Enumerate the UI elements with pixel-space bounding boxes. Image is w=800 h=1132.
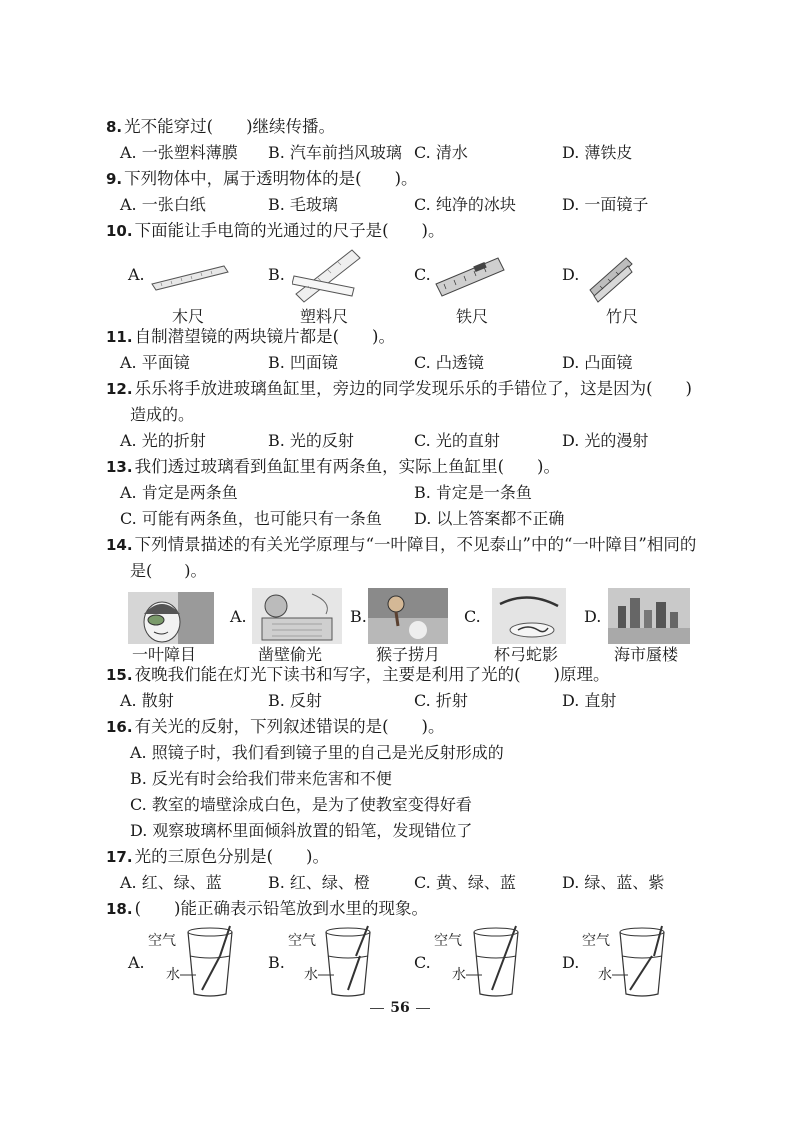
question-15: [106, 664, 609, 686]
picture-caption: 一叶障目: [132, 645, 197, 664]
option-b[interactable]: B. 汽车前挡风玻璃: [268, 143, 402, 162]
cup-pencil-c-diagram: [466, 924, 526, 1000]
ruler-caption: 木尺: [172, 307, 205, 326]
page-number: [0, 1000, 800, 1016]
question-text: 夜晚我们能在灯光下读书和写字，主要是利用了光的( )原理。: [134, 665, 610, 684]
option-b-label[interactable]: B.: [268, 953, 285, 972]
question-text: 乐乐将手放进玻璃鱼缸里，旁边的同学发现乐乐的手错位了，这是因为( ): [134, 379, 692, 398]
question-text-continued: 造成的。: [130, 405, 195, 424]
option-c-label[interactable]: C.: [414, 953, 431, 972]
water-label: 水: [166, 967, 180, 983]
option-b[interactable]: B. 红、绿、橙: [268, 873, 370, 892]
question-text: 光的三原色分别是( )。: [134, 847, 329, 866]
question-text: 有关光的反射，下列叙述错误的是( )。: [134, 717, 445, 736]
footer-dash: [416, 1008, 430, 1009]
option-d[interactable]: D. 凸面镜: [562, 353, 633, 372]
question-text-continued: 是( )。: [130, 561, 207, 580]
question-number: 15.: [106, 666, 133, 684]
cup-pencil-b-diagram: [318, 924, 378, 1000]
option-b-label[interactable]: B.: [350, 607, 367, 626]
question-text: ( )能正确表示铅笔放到水里的现象。: [134, 899, 428, 918]
bamboo-ruler-image: [588, 256, 634, 304]
option-c-label[interactable]: C.: [414, 265, 431, 284]
option-d[interactable]: D. 一面镜子: [562, 195, 649, 214]
option-a[interactable]: A. 散射: [120, 691, 174, 710]
cup-pencil-a-diagram: [180, 924, 240, 1000]
air-label: 空气: [148, 933, 176, 949]
question-text: 我们透过玻璃看到鱼缸里有两条鱼，实际上鱼缸里( )。: [134, 457, 560, 476]
plastic-ruler-image: [292, 248, 364, 306]
question-11: [106, 326, 395, 348]
question-number: 12.: [106, 380, 133, 398]
option-d[interactable]: D. 观察玻璃杯里面倾斜放置的铅笔，发现错位了: [130, 821, 473, 840]
picture-caption: 猴子捞月: [376, 645, 441, 664]
option-d[interactable]: D. 直射: [562, 691, 617, 710]
option-a-label[interactable]: A.: [128, 953, 145, 972]
option-d-label[interactable]: D.: [562, 265, 580, 284]
drilling-wall-picture: [252, 588, 342, 644]
water-label: 水: [304, 967, 318, 983]
option-d-label[interactable]: D.: [584, 607, 602, 626]
option-a-label[interactable]: A.: [128, 265, 145, 284]
question-text: 光不能穿过( )继续传播。: [124, 117, 336, 136]
water-label: 水: [452, 967, 466, 983]
bow-in-cup-picture: [492, 588, 566, 644]
wooden-ruler-image: [150, 262, 230, 292]
cup-pencil-d-diagram: [612, 924, 672, 1000]
option-d[interactable]: D. 薄铁皮: [562, 143, 633, 162]
option-a-label[interactable]: A.: [230, 607, 247, 626]
option-a[interactable]: A. 红、绿、蓝: [120, 873, 222, 892]
option-c[interactable]: C. 光的直射: [414, 431, 500, 450]
question-10: [106, 220, 444, 242]
question-9: [106, 168, 418, 190]
question-8: [106, 116, 335, 138]
air-label: 空气: [582, 933, 610, 949]
ruler-caption: 铁尺: [456, 307, 489, 326]
option-a[interactable]: A. 光的折射: [120, 431, 206, 450]
question-number: 17.: [106, 848, 133, 866]
option-c[interactable]: C. 教室的墙壁涂成白色，是为了使教室变得好看: [130, 795, 472, 814]
option-d[interactable]: D. 绿、蓝、紫: [562, 873, 665, 892]
option-c[interactable]: C. 纯净的冰块: [414, 195, 516, 214]
option-c[interactable]: C. 黄、绿、蓝: [414, 873, 516, 892]
monkeys-moon-picture: [368, 588, 448, 644]
option-b[interactable]: B. 光的反射: [268, 431, 354, 450]
steel-ruler-image: [434, 254, 506, 300]
option-c-label[interactable]: C.: [464, 607, 481, 626]
page-number-text: 56: [390, 1000, 410, 1016]
question-text: 下列物体中，属于透明物体的是( )。: [124, 169, 418, 188]
question-number: 11.: [106, 328, 133, 346]
question-13: [106, 456, 560, 478]
question-text: 自制潜望镜的两块镜片都是( )。: [134, 327, 395, 346]
leaf-over-eye-picture: [128, 592, 214, 644]
question-12: [106, 378, 692, 400]
mirage-picture: [608, 588, 690, 644]
question-17: [106, 846, 329, 868]
option-a[interactable]: A. 平面镜: [120, 353, 190, 372]
option-d-label[interactable]: D.: [562, 953, 580, 972]
picture-caption: 杯弓蛇影: [494, 645, 559, 664]
option-a[interactable]: A. 一张塑料薄膜: [120, 143, 238, 162]
question-number: 18.: [106, 900, 133, 918]
option-d[interactable]: D. 以上答案都不正确: [414, 509, 565, 528]
option-a[interactable]: A. 肯定是两条鱼: [120, 483, 238, 502]
option-a[interactable]: A. 照镜子时，我们看到镜子里的自己是光反射形成的: [130, 743, 504, 762]
footer-dash: [370, 1008, 384, 1009]
air-label: 空气: [288, 933, 316, 949]
question-18: [106, 898, 428, 920]
question-16: [106, 716, 444, 738]
option-c[interactable]: C. 可能有两条鱼，也可能只有一条鱼: [120, 509, 382, 528]
option-c[interactable]: C. 凸透镜: [414, 353, 484, 372]
option-b[interactable]: B. 毛玻璃: [268, 195, 338, 214]
question-number: 13.: [106, 458, 133, 476]
question-number: 14.: [106, 536, 133, 554]
water-label: 水: [598, 967, 612, 983]
question-number: 9.: [106, 170, 123, 188]
option-c[interactable]: C. 清水: [414, 143, 468, 162]
air-label: 空气: [434, 933, 462, 949]
option-b[interactable]: B. 凹面镜: [268, 353, 338, 372]
question-text: 下面能让手电筒的光通过的尺子是( )。: [134, 221, 445, 240]
question-number: 16.: [106, 718, 133, 736]
option-d[interactable]: D. 光的漫射: [562, 431, 649, 450]
ruler-caption: 塑料尺: [300, 307, 349, 326]
picture-caption: 凿壁偷光: [258, 645, 323, 664]
option-a[interactable]: A. 一张白纸: [120, 195, 206, 214]
option-b[interactable]: B. 反光有时会给我们带来危害和不便: [130, 769, 392, 788]
option-b[interactable]: B. 反射: [268, 691, 322, 710]
option-b[interactable]: B. 肯定是一条鱼: [414, 483, 532, 502]
picture-caption: 海市蜃楼: [614, 645, 679, 664]
option-c[interactable]: C. 折射: [414, 691, 468, 710]
question-number: 10.: [106, 222, 133, 240]
question-number: 8.: [106, 118, 123, 136]
option-b-label[interactable]: B.: [268, 265, 285, 284]
question-14: [106, 534, 696, 556]
ruler-caption: 竹尺: [606, 307, 639, 326]
question-text: 下列情景描述的有关光学原理与“一叶障目，不见泰山”中的“一叶障目”相同的: [134, 535, 697, 554]
